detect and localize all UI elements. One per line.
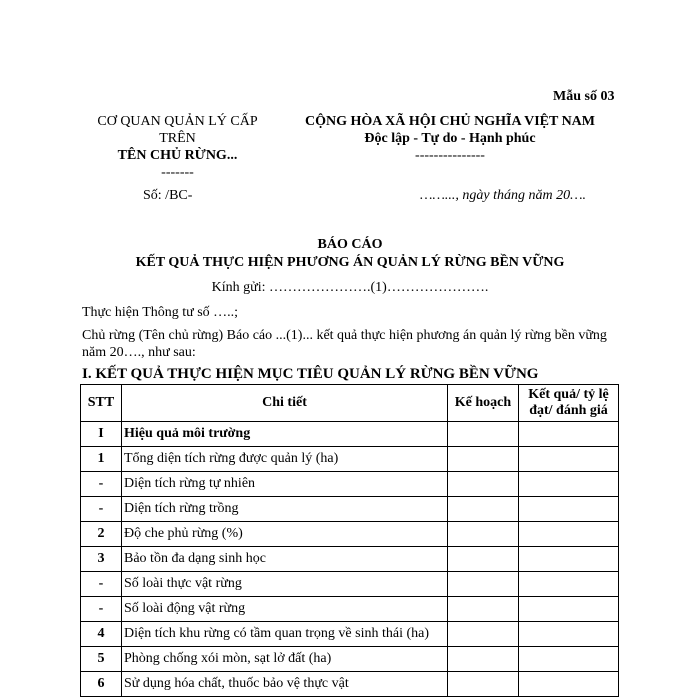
row-detail: Số loài động vật rừng bbox=[122, 597, 448, 622]
row-detail: Diện tích rừng trồng bbox=[122, 497, 448, 522]
row-result-cell[interactable] bbox=[519, 522, 619, 547]
row-plan-cell[interactable] bbox=[448, 497, 519, 522]
table-header-row bbox=[81, 385, 619, 422]
row-detail: Tổng diện tích rừng được quản lý (ha) bbox=[122, 447, 448, 472]
header-plan: Kế hoạch bbox=[448, 385, 519, 422]
row-stt: 5 bbox=[81, 647, 122, 672]
table-row bbox=[81, 547, 619, 572]
row-plan-cell[interactable] bbox=[448, 672, 519, 697]
row-stt: 4 bbox=[81, 622, 122, 647]
report-title bbox=[80, 236, 620, 272]
table-row bbox=[81, 422, 619, 447]
table-row bbox=[81, 672, 619, 697]
row-plan-cell[interactable] bbox=[448, 472, 519, 497]
row-plan-cell[interactable] bbox=[448, 447, 519, 472]
report-title-line-1: BÁO CÁO bbox=[317, 237, 383, 252]
row-result-cell[interactable] bbox=[519, 547, 619, 572]
row-result-cell[interactable] bbox=[519, 672, 619, 697]
table-row bbox=[81, 497, 619, 522]
table-row bbox=[81, 522, 619, 547]
row-stt: - bbox=[81, 597, 122, 622]
row-detail: Độ che phủ rừng (%) bbox=[122, 522, 448, 547]
row-stt: - bbox=[81, 572, 122, 597]
row-plan-cell[interactable] bbox=[448, 422, 519, 447]
agency-line-2: TRÊN bbox=[159, 131, 196, 146]
row-stt: I bbox=[81, 422, 122, 447]
row-stt: 6 bbox=[81, 672, 122, 697]
recipient-line: Kính gửi: ………………….(1)…………………. bbox=[211, 280, 489, 295]
row-detail: Số loài thực vật rừng bbox=[122, 572, 448, 597]
row-result-cell[interactable] bbox=[519, 422, 619, 447]
header-stt: STT bbox=[81, 385, 122, 422]
national-motto: Độc lập - Tự do - Hạnh phúc bbox=[364, 131, 536, 146]
row-detail: Sử dụng hóa chất, thuốc bảo vệ thực vật bbox=[122, 672, 448, 697]
header-result: Kết quả/ tỷ lệ đạt/ đánh giá bbox=[519, 385, 619, 422]
row-result-cell[interactable] bbox=[519, 572, 619, 597]
row-plan-cell[interactable] bbox=[448, 647, 519, 672]
document-date: ……..., ngày tháng năm 20…. bbox=[420, 188, 587, 203]
row-stt: - bbox=[81, 472, 122, 497]
left-header bbox=[80, 113, 275, 181]
row-result-cell[interactable] bbox=[519, 622, 619, 647]
row-detail: Diện tích rừng tự nhiên bbox=[122, 472, 448, 497]
form-number: Mẫu số 03 bbox=[553, 89, 615, 104]
row-detail: Bảo tồn đa dạng sinh học bbox=[122, 547, 448, 572]
row-stt: 1 bbox=[81, 447, 122, 472]
right-header bbox=[285, 113, 615, 164]
row-plan-cell[interactable] bbox=[448, 522, 519, 547]
intro-paragraph-1: Thực hiện Thông tư số …..; bbox=[82, 305, 239, 320]
row-detail: Phòng chống xói mòn, sạt lở đất (ha) bbox=[122, 647, 448, 672]
table-row bbox=[81, 622, 619, 647]
row-plan-cell[interactable] bbox=[448, 597, 519, 622]
report-title-line-2: KẾT QUẢ THỰC HIỆN PHƯƠNG ÁN QUẢN LÝ RỪNG BỀN VỮNG bbox=[135, 255, 565, 270]
table-row bbox=[81, 647, 619, 672]
row-result-cell[interactable] bbox=[519, 647, 619, 672]
row-detail: Hiệu quả môi trường bbox=[122, 422, 448, 447]
row-stt: - bbox=[81, 497, 122, 522]
table-row bbox=[81, 597, 619, 622]
header-detail: Chi tiết bbox=[122, 385, 448, 422]
row-stt: 3 bbox=[81, 547, 122, 572]
table-row bbox=[81, 447, 619, 472]
row-result-cell[interactable] bbox=[519, 472, 619, 497]
row-result-cell[interactable] bbox=[519, 497, 619, 522]
document-number: Số: /BC- bbox=[143, 188, 193, 203]
agency-line-1: CƠ QUAN QUẢN LÝ CẤP bbox=[97, 114, 258, 129]
row-result-cell[interactable] bbox=[519, 597, 619, 622]
right-divider: --------------- bbox=[415, 148, 485, 163]
row-plan-cell[interactable] bbox=[448, 572, 519, 597]
country-name: CỘNG HÒA XÃ HỘI CHỦ NGHĨA VIỆT NAM bbox=[304, 114, 595, 129]
left-divider: ------- bbox=[161, 165, 194, 180]
table-row bbox=[81, 472, 619, 497]
intro-paragraph-2: Chủ rừng (Tên chủ rừng) Báo cáo ...(1)... kết quả thực hiện phương án quản lý rừng bền vững năm 20…., như sau: bbox=[82, 328, 607, 360]
row-stt: 2 bbox=[81, 522, 122, 547]
row-plan-cell[interactable] bbox=[448, 547, 519, 572]
row-detail: Diện tích khu rừng có tầm quan trọng về sinh thái (ha) bbox=[122, 622, 448, 647]
row-result-cell[interactable] bbox=[519, 447, 619, 472]
section-title: I. KẾT QUẢ THỰC HIỆN MỤC TIÊU QUẢN LÝ RỪNG BỀN VỮNG bbox=[82, 366, 539, 382]
results-table bbox=[80, 384, 619, 697]
row-plan-cell[interactable] bbox=[448, 622, 519, 647]
forest-owner-name: TÊN CHỦ RỪNG... bbox=[117, 148, 238, 163]
table-row bbox=[81, 572, 619, 597]
